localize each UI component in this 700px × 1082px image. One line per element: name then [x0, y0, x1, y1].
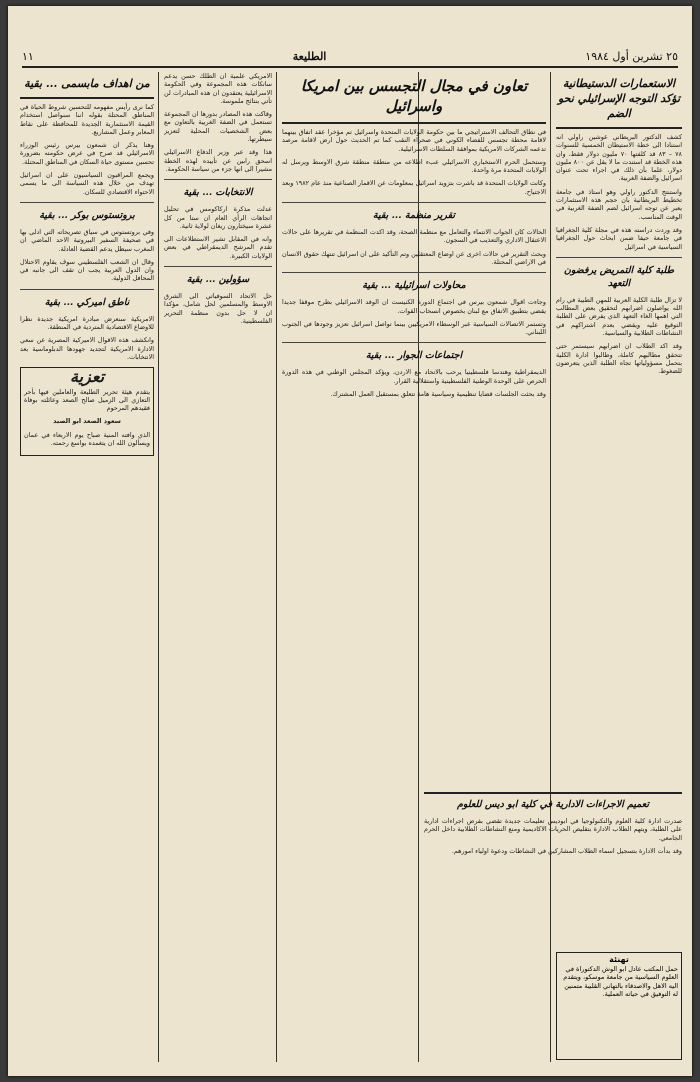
article-paragraph: عدلت مذكرة اركاكومس في تحليل اتجاهات الرأي العام ان ستا من كل عشرة سيختارون ريغان لولاية ثانية.	[164, 205, 272, 230]
congratulations-label: تهنئة	[609, 955, 629, 964]
article-paragraph: وانكشف هذه الاقوال الاميركية المصرية عن سعي الادارة الامريكية لتجديد جهودها الدبلوماسية بعد الانتخابات.	[20, 336, 154, 361]
subhead-israeli-attempts: محاولات اسرائيلية ... بقية	[362, 280, 466, 292]
headline-nursing-students: طلبة كلية التمريض يرفضون التعهد	[563, 264, 675, 289]
newspaper-name: الطليعة	[292, 49, 327, 63]
divider	[20, 97, 154, 99]
divider	[282, 202, 546, 203]
page-header	[22, 46, 678, 68]
divider	[164, 266, 272, 267]
article-paragraph: وقال ان الشعب الفلسطيني سوف يقاوم الاحتلال وان الدول العربية يجب ان تقف الى جانبه في المحافل الدولية.	[20, 257, 154, 283]
article-paragraph: وقاكت هذه المصادر بدورها ان المجموعة تستعمل في الضفة الغربية بالتعاون مع بعض الشخصيات المحلية لتعزيز سيطرتها.	[164, 110, 272, 144]
article-paragraph: في نطاق التحالف الاستراتيجي ما بين حكومة الولايات المتحدة واسرائيل تم مؤخرا عقد اتفاق بينهما لاقامة محطة تجسس للفضاء الكوني في صحراء النقب كما تم الحديث حول ارض لاقامة مرصد تدعمه الشركات الامريكية بموافقة السلطات الاسرائيلية.	[282, 128, 546, 153]
article-paragraph: وتستمر الاتصالات السياسية عبر الوسطاء الامريكيين بينما تواصل اسرائيل تعزيز وجودها في الجنوب اللبناني.	[282, 319, 546, 337]
divider	[282, 272, 546, 273]
page-number: ١١	[22, 49, 34, 63]
article-paragraph: هذا وقد عبر وزير الدفاع الاسرائيلي اسحق رابين عن تأييده لهذه الخطة مشيرا الى انها جزء من سياسة الحكومة.	[164, 148, 272, 173]
column-rule	[158, 72, 159, 1062]
article-paragraph: الامريكية سنعرض مبادرة امريكية جديدة نظرا للاوضاع الاقتصادية المتردية في المنطقة.	[20, 314, 154, 332]
condolence-title: تعزية	[69, 367, 105, 387]
newspaper-page	[8, 6, 692, 1076]
headline-abu-dis: تعميم الاجراءات الادارية في كلية ابو ديس للعلوم	[457, 799, 649, 810]
article-paragraph: وستحمل الحرم الاستخباري الاسرائيلي عبء اطلاعه من منطقة منطقة شرق الاوسط ويرسل له الولايات المتحدة مرة واحدة.	[282, 157, 546, 175]
article-paragraph: وفي بروتستوس في سياق تصريحاته التي ادلى بها في صحيفة السفير البيروتية الاحد الماضي ان المغرب سيظل يدعم القضية العادلة.	[20, 227, 154, 253]
article-paragraph: صدرت ادارة كلية العلوم والتكنولوجيا في ابوديس تعليمات جديدة تقضي بفرض اجراءات ادارية على الطلبة، ويتهم الطلاب الادارة بتقليص الحريات الاكاديمية ومنع النشاطات الطلابية داخل الحرم الجامعي.	[424, 817, 682, 842]
issue-date: ٢٥ تشرين أول ١٩٨٤	[585, 49, 678, 63]
congratulations-box	[556, 952, 682, 1060]
divider	[20, 289, 154, 290]
article-paragraph: وهنا يذكر ان شمعون بيرس رئيس الوزراء الاسرائيلي قد صرح في عرض حكومته بضرورة تحسين مستوى حياة السكان في المناطق المحتلة.	[20, 141, 154, 166]
divider	[282, 122, 546, 124]
subhead-elections: الانتخابات ... بقية	[183, 187, 253, 199]
subhead-report: تقرير منظمة ... بقية	[372, 210, 456, 222]
article-paragraph: الحالات كان الجواب الانتماء والتعامل مع منظمة الصحة، وقد اكدت المنظمة في تقريرها على حالات الاعتقال الاداري والتعذيب في السجون.	[282, 228, 546, 245]
article-paragraph: حل الاتحاد السوفياتي الى الشرق الاوسط والمسلمين لحل شامل، مؤكدا ان لا حل بدون منظمة التحرير الفلسطينية.	[164, 292, 272, 325]
subhead-protestants: بروتستوس بوكر ... بقية	[39, 209, 135, 221]
article-paragraph: الامريكي علمية ان الطلك حسن يدعم ساتكات هذه المجموعة وفي الحكومة الاسرائيلية يعتقدون ان هذه المبادرات لن تأتي بنتائج ملموسة.	[164, 72, 272, 105]
deceased-name: سعود الصعد ابو الصبد	[53, 417, 121, 426]
article-paragraph: وقد اكد الطلاب ان اضرابهم سيستمر حتى تتحقق مطالبهم كاملة، وطالبوا ادارة الكلية بتحمل مسؤولياتها تجاه الطلبة الذين يتعرضون للضغوط.	[556, 342, 682, 376]
article-paragraph: وقد بحثت الجلسات قضايا تنظيمية وسياسية هامة تتعلق بمستقبل العمل المشترك.	[330, 390, 546, 399]
condolence-box	[20, 367, 154, 456]
article-paragraph: وقد وردت دراسته هذه في مجلة كلية الجغرافيا في جامعة حيفا ضمن ابحاث حول الجغرافيا السياسية في اسرائيل	[556, 225, 682, 251]
article-abu-dis	[424, 788, 682, 956]
condolence-text: يتقدم هيئة تحرير الطليعة والعاملين فيها بأحر التعازي الى الزميل صالح الصعد وعائلته بوفاة فقيدهم المرحوم	[24, 387, 150, 413]
headline-settlements: الاستعمارات الدستيطانية تؤكد التوجه الإسرائيلي نحو الضم	[557, 77, 681, 120]
article-paragraph: الديمقراطية وهندسا فلسطينيا يرحب بالاتحاد مع الاردن، ويؤكد المجلس الوطني في هذه الدورة الحرص على الوحدة الوطنية الفلسطينية واستقلالية القرار.	[282, 368, 546, 385]
column-rule	[276, 72, 277, 1062]
divider	[424, 792, 682, 794]
subhead-american-spokesman: ناطق اميركي ... بقية	[44, 296, 130, 308]
divider	[556, 257, 682, 258]
subhead-officials: سؤولين ... بقية	[186, 274, 250, 286]
article-paragraph: وقد بدأت الادارة بتسجيل اسماء الطلاب المشاركين في النشاطات ودعوة اولياء امورهم.	[451, 846, 682, 855]
article-paragraph: وكانت الولايات المتحدة قد باشرت بتزويد اسرائيل بمعلومات عن الاقمار الصناعية منذ عام ١٩٨٢ وبعد الاجتياح.	[282, 179, 546, 196]
divider	[556, 127, 682, 129]
divider	[282, 342, 546, 343]
column-left	[20, 72, 154, 1062]
divider	[20, 202, 154, 203]
article-paragraph: وبحث التقرير في حالات اخرى عن اوضاع المعتقلين وتم التأكيد على ان اسرائيل تنتهك حقوق الانسان في الاراضي المحتلة.	[282, 249, 546, 266]
column-middle-left	[164, 72, 272, 1062]
article-paragraph: وجاءت اقوال شمعون بيرس في اجتماع الدورة الكنيست ان الوفد الاسرائيلي بطرح موقفا جديدا يقضي بتطبيق الاتفاق مع لبنان بخصوص انسحاب القوات.	[282, 298, 546, 315]
article-paragraph: كشف الدكتور البريطاني غوشين راولي انه استنادا الى خطة الاستيطان الخمسية للسنوات ٧٨ – ٨٣ قد كلفتها ٧٠ مليون دولار فقط، وان هذه الخطة قد استندت ما لا يقل عن ٨٠٠ مليون دولار، علما بأن ذلك في اجراء تحت عنوان اسرائيل والضفة الغربية.	[556, 133, 682, 183]
article-paragraph: كما نرى رأيس مفهومه للتحسين شروط الحياة في المناطق المحتلة بقوله اننا سنواصل استخدام القيمة الاستثمارية الجديدة للمحافظة على نقاط المعابر وعمل المشاريع.	[20, 103, 154, 136]
congratulations-text: حمل المكتب عادل ابو الوش الدكتوراة في العلوم السياسية من جامعة موسكو، ويتقدم اليه الاهل والاصدقاء بالتهاني القلبية متمنين له التوفيق في حياته العملية.	[563, 964, 678, 998]
divider	[164, 179, 272, 180]
headline-goals: من اهداف مابسمى ... بقية	[24, 77, 150, 90]
headline-spy-cooperation: تعاون في مجال التجسس بين امريكا واسرائيل	[300, 77, 528, 115]
article-paragraph: ويجمع المراقبون السياسيون على ان اسرائيل تهدف من خلال هذه السياسة الى ما يسمى الاحتواء الاقتصادي للسكان.	[20, 171, 154, 196]
condolence-text: الذي وافته المنية صباح يوم الاربعاء في عمان ويسألون الله ان يتغمده بواسع رحمته.	[24, 430, 150, 448]
article-paragraph: واستنتج الدكتور راولي وهو استاذ في جامعة تخطيط البريطانية بان حجم هذه الاستثمارات يعبر عن توجه اسرائيل لضم الضفة الغربية في الوقت المناسب.	[556, 187, 682, 221]
article-paragraph: لا تزال طلبة الكلية العربية للمهن الطبية في رام الله يواصلون اضرابهم لتحقيق بعض المطالب التي اهمها الغاء التعهد الذي يفرض على الطلبة التوقيع عليه ويقضي بعدم اشتراكهم في النشاطات الطلابية والسياسية.	[556, 295, 682, 338]
subhead-meetings: اجتماعات الجوار ... بقية	[365, 350, 463, 362]
article-paragraph: وانه في المقابل تشير الاستطلاعات الى تقدم المرشح الديمقراطي في بعض الولايات الكبيرة.	[164, 235, 272, 260]
